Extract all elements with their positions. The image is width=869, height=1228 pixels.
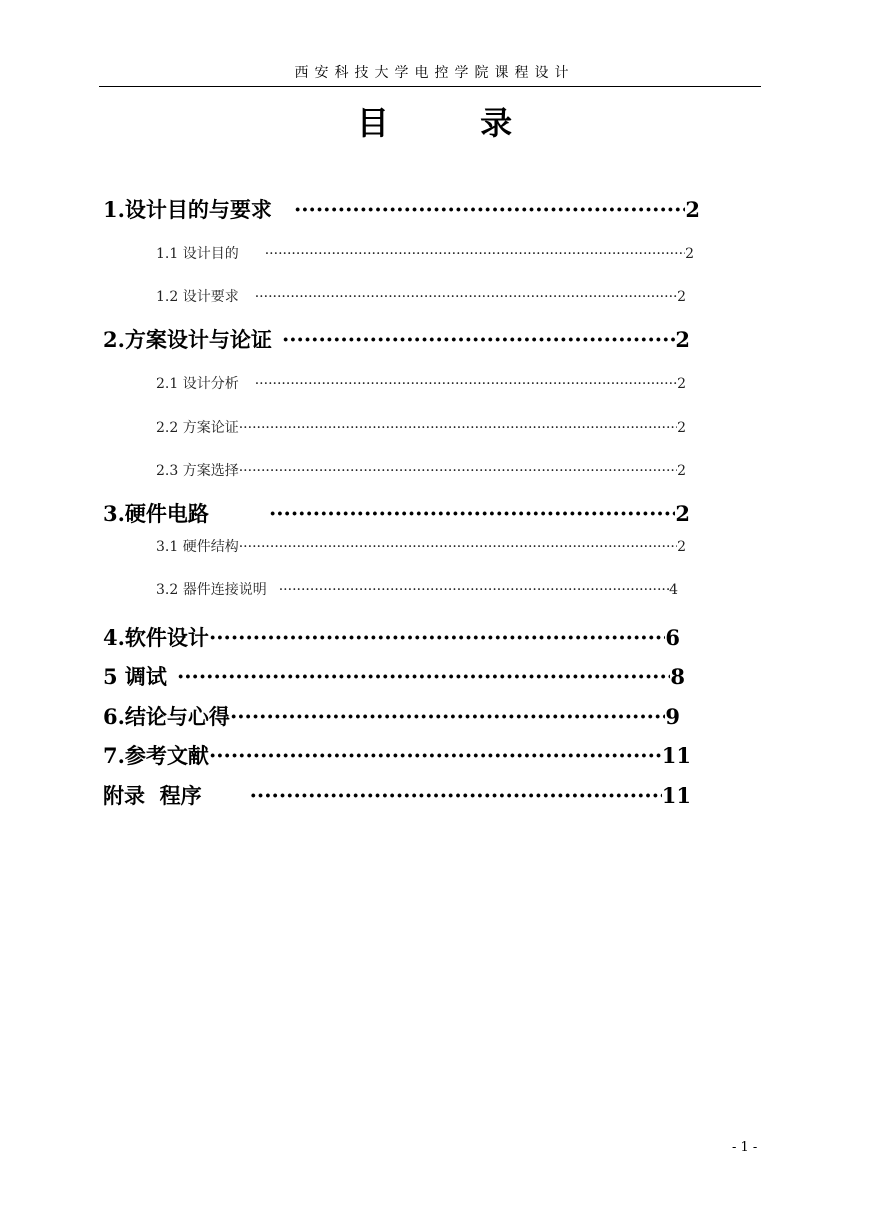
toc-entry-page: 2 (675, 327, 690, 352)
toc-entry-label: 2.2 方案论证 (156, 420, 239, 436)
toc-leader-dots (239, 420, 677, 436)
toc-leader-dots (250, 783, 662, 808)
toc-leader-dots (209, 743, 662, 768)
page-title: 目 录 (356, 104, 553, 142)
toc-entry-label: 6.结论与心得 (103, 704, 230, 729)
toc-entry-label: 4.软件设计 (103, 625, 209, 650)
toc-entry-page: 2 (675, 501, 690, 526)
toc-leader-dots (177, 664, 670, 689)
toc-leader-dots (255, 376, 677, 392)
toc-entry[interactable] (103, 740, 691, 770)
toc-entry-label: 3.1 硬件结构 (156, 539, 239, 555)
toc-entry-label: 1.2 设计要求 (156, 289, 239, 305)
toc-entry[interactable] (103, 661, 685, 691)
toc-leader-dots (230, 704, 665, 729)
toc-entry[interactable] (156, 417, 686, 437)
toc-entry-page: 8 (670, 664, 685, 689)
toc-entry[interactable] (156, 536, 686, 556)
toc-leader-dots (255, 289, 677, 305)
toc-entry-page: 6 (665, 625, 680, 650)
toc-entry-page: 4 (669, 582, 678, 598)
toc-entry[interactable] (103, 780, 691, 810)
running-header: 西安科技大学电控学院课程设计 (294, 65, 575, 81)
toc-entry-page: 2 (677, 539, 686, 555)
toc-entry-page: 2 (677, 463, 686, 479)
toc-entry-page: 2 (677, 289, 686, 305)
toc-leader-dots (265, 246, 685, 262)
toc-entry-label: 1.1 设计目的 (156, 246, 239, 262)
toc-leader-dots (209, 625, 665, 650)
toc-entry[interactable] (156, 460, 686, 480)
toc-entry[interactable] (103, 498, 690, 528)
page-number: - 1 - (732, 1140, 758, 1155)
toc-leader-dots (269, 501, 675, 526)
toc-entry-label: 3.2 器件连接说明 (156, 582, 267, 598)
toc-entry[interactable] (156, 373, 686, 393)
toc-entry[interactable] (156, 579, 678, 599)
toc-leader-dots (239, 539, 677, 555)
toc-entry-label: 2.3 方案选择 (156, 463, 239, 479)
toc-entry[interactable] (103, 194, 700, 224)
toc-entry[interactable] (156, 243, 694, 263)
toc-entry-label: 7.参考文献 (103, 743, 209, 768)
toc-entry[interactable] (156, 286, 686, 306)
toc-entry-page: 11 (661, 743, 691, 768)
toc-leader-dots (294, 197, 685, 222)
toc-leader-dots (239, 463, 677, 479)
toc-entry-page: 2 (685, 246, 694, 262)
toc-entry-page: 2 (685, 197, 700, 222)
toc-entry-page: 2 (677, 376, 686, 392)
toc-entry-page: 2 (677, 420, 686, 436)
toc-entry-page: 11 (661, 783, 691, 808)
toc-entry-page: 9 (665, 704, 680, 729)
toc-entry-label: 5 调试 (103, 664, 167, 689)
header-rule (99, 86, 761, 87)
toc-entry-label: 2.1 设计分析 (156, 376, 239, 392)
toc-entry-label: 2.方案设计与论证 (103, 327, 272, 352)
toc-entry[interactable] (103, 622, 680, 652)
toc-entry-label: 附录 程序 (103, 783, 202, 808)
toc-leader-dots (279, 582, 669, 598)
toc-entry[interactable] (103, 324, 690, 354)
toc-entry-label: 3.硬件电路 (103, 501, 209, 526)
toc-leader-dots (282, 327, 675, 352)
toc-entry-label: 1.设计目的与要求 (103, 197, 272, 222)
toc-entry[interactable] (103, 701, 680, 731)
